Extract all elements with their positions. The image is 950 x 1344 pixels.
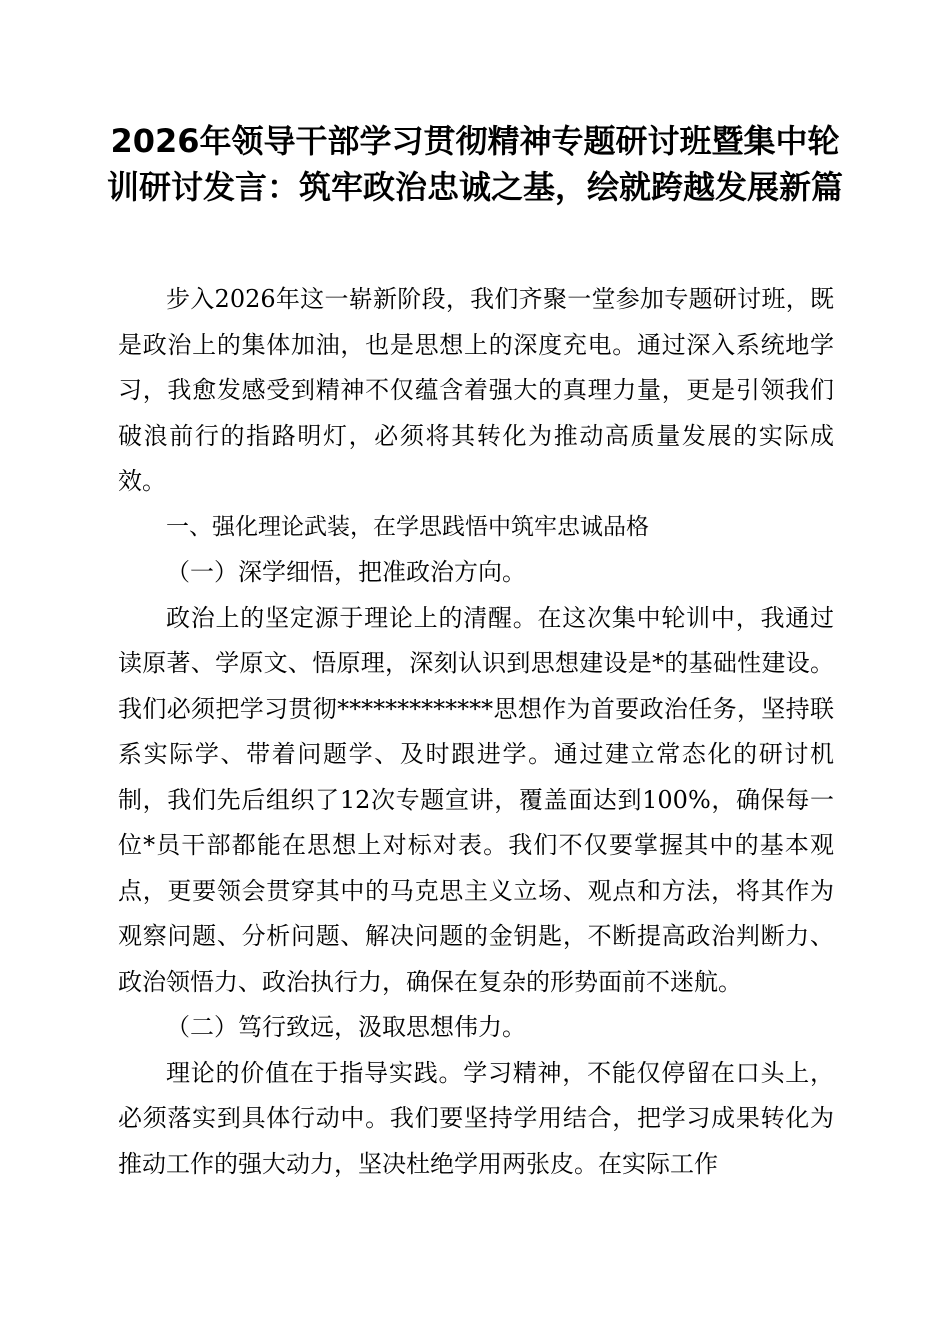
document-body xyxy=(118,277,834,1187)
body-paragraph-2: 理论的价值在于指导实践。学习精神，不能仅停留在口头上，必须落实到具体行动中。我们要坚持学用结合，把学习成果转化为推动工作的强大动力，坚决杜绝学用两张皮。在实际工作 xyxy=(118,1058,834,1178)
section-heading-1: 一、强化理论武装，在学思践悟中筑牢忠诚品格 xyxy=(166,513,649,540)
subsection-heading-1: （一）深学细悟，把准政治方向。 xyxy=(166,558,526,586)
subsection-heading-2: （二）笃行致远，汲取思想伟力。 xyxy=(166,1013,526,1041)
document-title: 2026年领导干部学习贯彻精神专题研讨班暨集中轮训研讨发言：筑牢政治忠诚之基，绘就跨越发展新篇 xyxy=(106,122,843,206)
intro-paragraph: 步入2026年这一崭新阶段，我们齐聚一堂参加专题研讨班，既是政治上的集体加油，也是思想上的深度充电。通过深入系统地学习，我愈发感受到精神不仅蕴含着强大的真理力量，更是引领我们破浪前行的指路明灯，必须将其转化为推动高质量发展的实际成效。 xyxy=(118,285,834,495)
body-paragraph-1: 政治上的坚定源于理论上的清醒。在这次集中轮训中，我通过读原著、学原文、悟原理，深刻认识到思想建设是*的基础性建设。我们必须把学习贯彻*************思想作为首要政治任务，坚持联系实际学、带着问题学、及时跟进学。通过建立常态化的研讨机制，我们先后组织了12次专题宣讲，覆盖面达到100%，确保每一位*员干部都能在思想上对标对表。我们不仅要掌握其中的基本观点，更要领会贯穿其中的马克思主义立场、观点和方法，将其作为观察问题、分析问题、解决问题的金钥匙，不断提高政治判断力、政治领悟力、政治执行力，确保在复杂的形势面前不迷航。 xyxy=(118,603,834,996)
